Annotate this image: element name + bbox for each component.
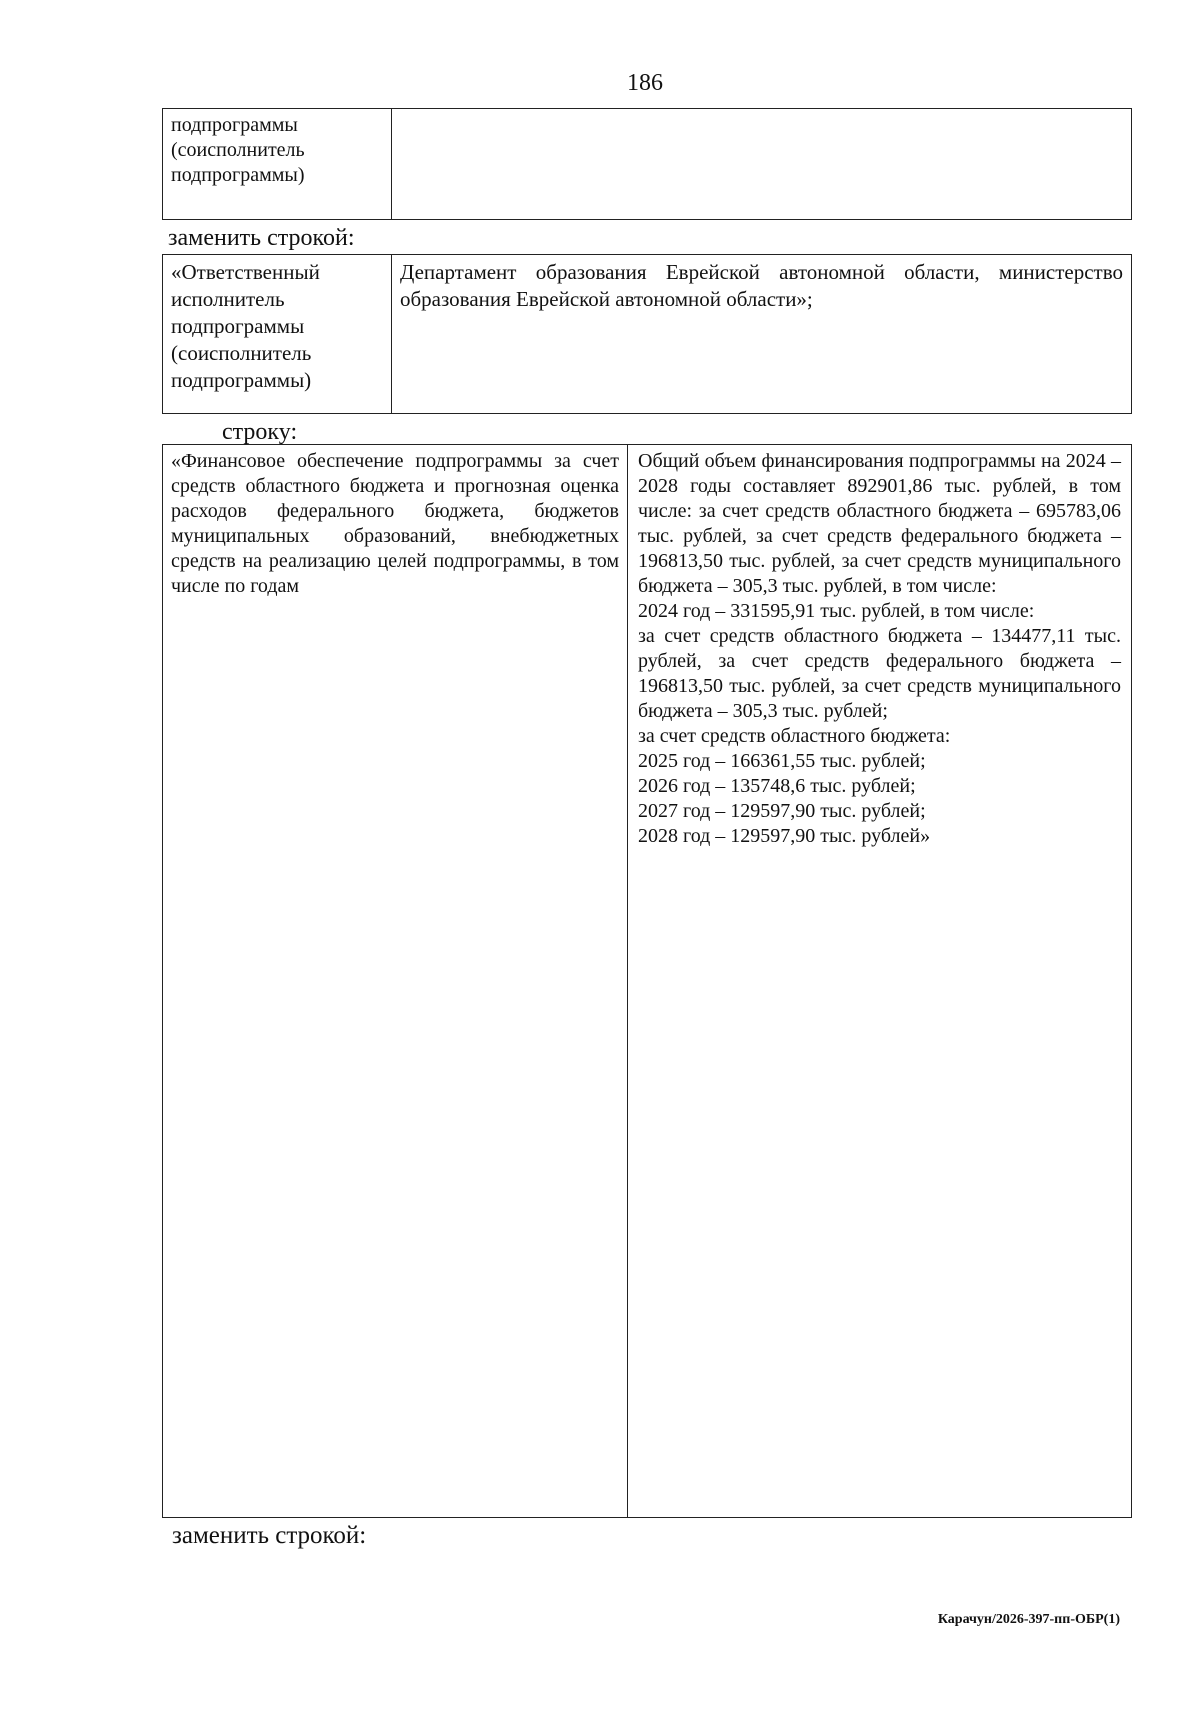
table-cell-label: подпрограммы (соисполнитель подпрограммы) — [163, 109, 392, 220]
financing-regional-label: за счет средств областного бюджета: — [638, 725, 951, 747]
table-row — [163, 255, 1132, 414]
financing-2024-detail-text: за счет средств областного бюджета – 134477,11 тыс. рублей, за счет средств федерального бюджета – 196813,50 тыс. рублей, за счет средств муниципального бюджета – 305,3 тыс. рублей; — [638, 625, 1121, 722]
table-cell-label: «Финансовое обеспечение подпрограммы за счет средств областного бюджета и прогнозная оценка расходов федерального бюджета, бюджетов муниципальных образований, внебюджетных средств на реализацию целей подпрограммы, в том числе по годам — [163, 445, 628, 1518]
replace-with-row-label: заменить строкой: — [168, 225, 355, 251]
financing-2028-text: 2028 год – 129597,90 тыс. рублей» — [638, 825, 931, 847]
financing-2026-text: 2026 год – 135748,6 тыс. рублей; — [638, 775, 916, 797]
table-financing — [162, 444, 1132, 1518]
table-executor-new — [162, 254, 1132, 414]
replace-with-row-label-2: заменить строкой: — [172, 1522, 367, 1549]
table-executor-old — [162, 108, 1132, 220]
table-cell-value — [392, 109, 1132, 220]
table-cell-label: «Ответственный исполнитель подпрограммы (соисполнитель подпрограммы) — [163, 255, 392, 414]
table-cell-value — [628, 445, 1132, 1518]
row-label: строку: — [222, 419, 298, 445]
document-code: Карачун/2026-397-пп-ОБР(1) — [937, 1612, 1120, 1627]
table-row — [163, 445, 1132, 1518]
financing-total-text: Общий объем финансирования подпрограммы на 2024 – 2028 годы составляет 892901,86 тыс. рублей, в том числе: за счет средств областного бюджета – 695783,06 тыс. рублей, за счет средств федерального бюджета – 196813,50 тыс. рублей, за счет средств муниципального бюджета – 305,3 тыс. рублей, в том числе: — [638, 450, 1121, 597]
table-row — [163, 109, 1132, 220]
page-number: 186 — [627, 70, 663, 96]
financing-2024-text: 2024 год – 331595,91 тыс. рублей, в том числе: — [638, 600, 1035, 622]
financing-2025-text: 2025 год – 166361,55 тыс. рублей; — [638, 750, 926, 772]
financing-2027-text: 2027 год – 129597,90 тыс. рублей; — [638, 800, 926, 822]
table-cell-value: Департамент образования Еврейской автономной области, министерство образования Еврейской автономной области»; — [392, 255, 1132, 414]
